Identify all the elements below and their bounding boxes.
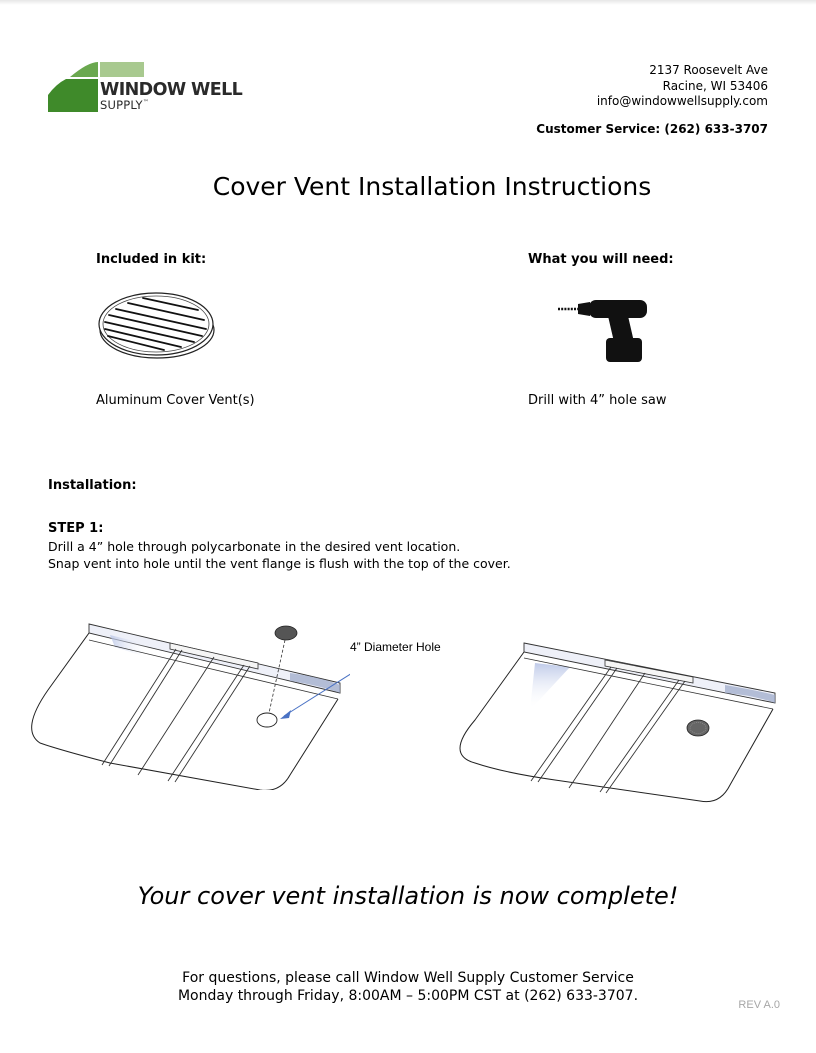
logo-light-block	[100, 62, 196, 78]
address-city: Racine, WI 53406	[662, 78, 768, 93]
address-email[interactable]: info@windowwellsupply.com	[596, 94, 768, 108]
kit-item-label: Aluminum Cover Vent(s)	[96, 393, 255, 408]
drill-icon	[556, 298, 652, 368]
figure-cover-with-vent	[445, 635, 785, 809]
installation-heading: Installation:	[48, 478, 137, 493]
step-1-line-1: Drill a 4” hole through polycarbonate in the desired vent location.	[48, 539, 461, 554]
revision-label: REV A.0	[738, 999, 780, 1011]
needs-item-label: Drill with 4” hole saw	[528, 393, 667, 408]
figure-cover-with-hole	[20, 615, 350, 794]
trademark: ™	[142, 99, 149, 107]
logo-supply-text: SUPPLY	[100, 98, 143, 112]
logo-arch-icon	[48, 62, 100, 114]
step-1-instructions	[48, 538, 511, 572]
footer-line-2: Monday through Friday, 8:00AM – 5:00PM CST at (262) 633-3707.	[177, 988, 639, 1004]
logo-subwordmark	[100, 98, 149, 112]
needs-heading: What you will need:	[528, 252, 674, 267]
logo-wordmark: WINDOW WELL	[100, 80, 243, 100]
company-address	[597, 63, 768, 110]
step-1-line-2: Snap vent into hole until the vent flange is flush with the top of the cover.	[48, 556, 511, 571]
page-title: Cover Vent Installation Instructions	[212, 172, 652, 201]
footer-contact	[0, 969, 816, 1005]
completion-message: Your cover vent installation is now complete!	[137, 882, 679, 910]
hole-callout-label: 4” Diameter Hole	[350, 640, 441, 654]
window-well-supply-logo	[48, 62, 258, 117]
step-1-label: STEP 1:	[48, 521, 104, 536]
page-edge	[0, 0, 816, 5]
customer-service-phone: Customer Service: (262) 633-3707	[536, 122, 768, 136]
address-street: 2137 Roosevelt Ave	[649, 63, 768, 77]
kit-heading: Included in kit:	[96, 252, 207, 267]
cover-vent-icon	[98, 290, 218, 366]
footer-line-1: For questions, please call Window Well Supply Customer Service	[182, 970, 634, 986]
